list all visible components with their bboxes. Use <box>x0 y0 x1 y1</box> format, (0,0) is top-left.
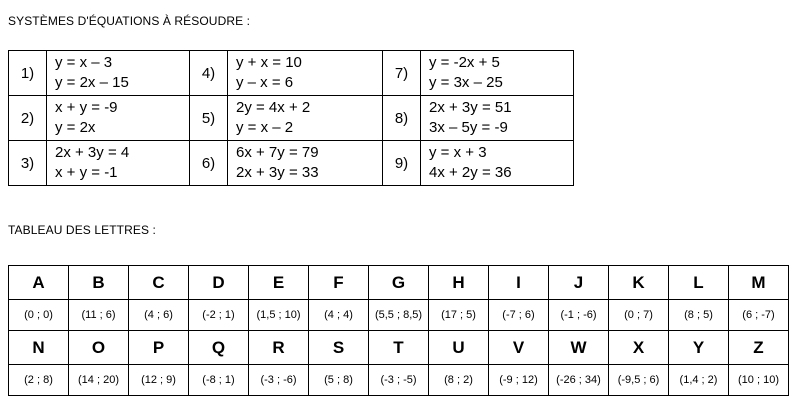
letter-cell: S <box>309 331 369 365</box>
systems-row <box>9 141 574 186</box>
system-number: 2) <box>9 96 47 141</box>
systems-row <box>9 51 574 96</box>
equation: 2x + 3y = 51 <box>429 99 512 116</box>
equation: y = 2x <box>55 119 96 136</box>
letter-cell: C <box>129 266 189 300</box>
letters-heading: TABLEAU DES LETTRES : <box>8 223 156 237</box>
equation: y = 3x – 25 <box>429 74 503 91</box>
system-number: 8) <box>383 96 421 141</box>
letter-cell: F <box>309 266 369 300</box>
letter-cell: Q <box>189 331 249 365</box>
coords-row <box>9 365 789 396</box>
system-number: 6) <box>190 141 228 186</box>
letter-cell: Z <box>729 331 789 365</box>
equation: x + y = -1 <box>55 164 118 181</box>
coord-cell: (17 ; 5) <box>429 300 489 331</box>
letter-cell: J <box>549 266 609 300</box>
equation: y = -2x + 5 <box>429 54 500 71</box>
letter-cell: D <box>189 266 249 300</box>
system-number: 5) <box>190 96 228 141</box>
coords-row <box>9 300 789 331</box>
letters-row <box>9 331 789 365</box>
letter-cell: R <box>249 331 309 365</box>
letter-cell: H <box>429 266 489 300</box>
letter-cell: K <box>609 266 669 300</box>
equation: 2x + 3y = 4 <box>55 144 130 161</box>
coord-cell: (-3 ; -6) <box>249 365 309 396</box>
equation: x + y = -9 <box>55 99 118 116</box>
letter-cell: U <box>429 331 489 365</box>
system-number: 7) <box>383 51 421 96</box>
coord-cell: (-9,5 ; 6) <box>609 365 669 396</box>
coord-cell: (14 ; 20) <box>69 365 129 396</box>
coord-cell: (5,5 ; 8,5) <box>369 300 429 331</box>
system-equations <box>47 141 190 186</box>
letter-cell: Y <box>669 331 729 365</box>
coord-cell: (0 ; 7) <box>609 300 669 331</box>
letter-cell: T <box>369 331 429 365</box>
equation: 2x + 3y = 33 <box>236 164 319 181</box>
coord-cell: (-2 ; 1) <box>189 300 249 331</box>
system-number: 3) <box>9 141 47 186</box>
system-equations <box>421 141 574 186</box>
equation: y = 2x – 15 <box>55 74 129 91</box>
letter-cell: E <box>249 266 309 300</box>
coord-cell: (-1 ; -6) <box>549 300 609 331</box>
letter-cell: L <box>669 266 729 300</box>
coord-cell: (-8 ; 1) <box>189 365 249 396</box>
equation: 4x + 2y = 36 <box>429 164 512 181</box>
letter-cell: I <box>489 266 549 300</box>
coord-cell: (5 ; 8) <box>309 365 369 396</box>
equation: y – x = 6 <box>236 74 294 91</box>
system-equations <box>228 51 383 96</box>
equation: y = x + 3 <box>429 144 487 161</box>
letter-cell: A <box>9 266 69 300</box>
coord-cell: (-7 ; 6) <box>489 300 549 331</box>
coord-cell: (11 ; 6) <box>69 300 129 331</box>
system-number: 4) <box>190 51 228 96</box>
coord-cell: (4 ; 4) <box>309 300 369 331</box>
coord-cell: (-3 ; -5) <box>369 365 429 396</box>
system-equations <box>47 51 190 96</box>
systems-table <box>8 50 574 186</box>
coord-cell: (8 ; 5) <box>669 300 729 331</box>
letters-table <box>8 265 789 396</box>
system-equations <box>47 96 190 141</box>
equation: y = x – 3 <box>55 54 113 71</box>
system-number: 1) <box>9 51 47 96</box>
equation: 2y = 4x + 2 <box>236 99 311 116</box>
coord-cell: (12 ; 9) <box>129 365 189 396</box>
coord-cell: (8 ; 2) <box>429 365 489 396</box>
letter-cell: W <box>549 331 609 365</box>
coord-cell: (2 ; 8) <box>9 365 69 396</box>
coord-cell: (6 ; -7) <box>729 300 789 331</box>
coord-cell: (0 ; 0) <box>9 300 69 331</box>
letters-row <box>9 266 789 300</box>
equation: 3x – 5y = -9 <box>429 119 508 136</box>
letter-cell: X <box>609 331 669 365</box>
system-equations <box>421 96 574 141</box>
system-number: 9) <box>383 141 421 186</box>
equation: 6x + 7y = 79 <box>236 144 319 161</box>
letter-cell: O <box>69 331 129 365</box>
coord-cell: (4 ; 6) <box>129 300 189 331</box>
equation: y = x – 2 <box>236 119 294 136</box>
letter-cell: V <box>489 331 549 365</box>
letter-cell: N <box>9 331 69 365</box>
system-equations <box>228 141 383 186</box>
letter-cell: B <box>69 266 129 300</box>
coord-cell: (10 ; 10) <box>729 365 789 396</box>
letter-cell: P <box>129 331 189 365</box>
systems-row <box>9 96 574 141</box>
system-equations <box>228 96 383 141</box>
equation: y + x = 10 <box>236 54 302 71</box>
coord-cell: (1,4 ; 2) <box>669 365 729 396</box>
system-equations <box>421 51 574 96</box>
letter-cell: M <box>729 266 789 300</box>
coord-cell: (-9 ; 12) <box>489 365 549 396</box>
systems-heading: SYSTÈMES D'ÉQUATIONS À RÉSOUDRE : <box>8 14 251 28</box>
letter-cell: G <box>369 266 429 300</box>
coord-cell: (-26 ; 34) <box>549 365 609 396</box>
coord-cell: (1,5 ; 10) <box>249 300 309 331</box>
